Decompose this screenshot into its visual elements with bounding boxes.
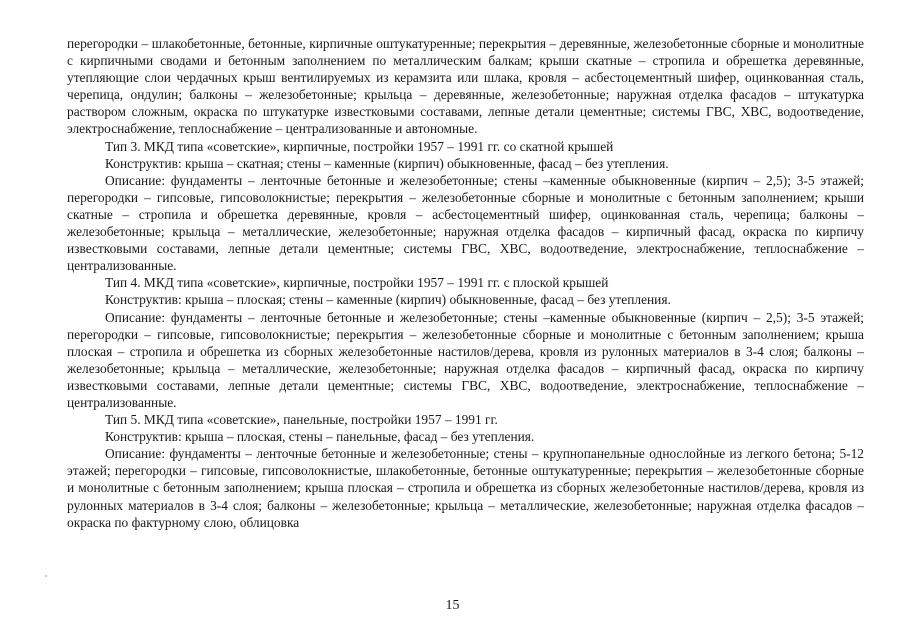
type-3-construction: Конструктив: крыша – скатная; стены – каменные (кирпич) обыкновенные, фасад – без утепления. xyxy=(105,155,669,171)
scan-speck xyxy=(45,575,47,577)
body-text xyxy=(67,35,864,531)
type-3-heading: Тип 3. МКД типа «советские», кирпичные, постройки 1957 – 1991 гг. со скатной крышей xyxy=(105,138,614,154)
type-3-description: Описание: фундаменты – ленточные бетонные и железобетонные; стены –каменные обыкновенные (кирпич – 2,5); 3-5 этажей; перегородки – гипсовые, гипсоволокнистые; перекрытия – железобетонные сборные и монолитные с бетонным заполнением; крыши скатные – стропила и обрешетка деревянные, кровля – асбестоцементный шифер, оцинкованная сталь, черепица; балконы – железобетонные; крыльца – металлические, железобетонные; наружная отделка фасадов – кирпичный фасад, окраска по кирпичу известковыми составами, лепные детали цементные; системы ГВС, ХВС, водоотведение, электроснабжение, теплоснабжение – централизованные. xyxy=(67,172,864,274)
type-5-construction: Конструктив: крыша – плоская, стены – панельные, фасад – без утепления. xyxy=(105,429,535,445)
type-4-heading: Тип 4. МКД типа «советские», кирпичные, постройки 1957 – 1991 гг. с плоской крышей xyxy=(105,275,609,291)
type-4-construction: Конструктив: крыша – плоская; стены – каменные (кирпич) обыкновенные, фасад – без утепления. xyxy=(105,292,671,308)
page-number: 15 xyxy=(445,598,460,613)
paragraph-continuation: перегородки – шлакобетонные, бетонные, кирпичные оштукатуренные; перекрытия – деревянные, железобетонные сборные и монолитные с кирпичными сводами и бетонным заполнением по металлическим балкам; крыши скатные – стропила и обрешетка деревянные, утепляющие слои чердачных крыш вентилируемых из керамзита или шлака, кровля – асбестоцементный шифер, оцинкованная сталь, черепица, ондулин; балконы – железобетонные; крыльца – деревянные, железобетонные; наружная отделка фасадов – штукатурка раствором сложным, окраска по штукатурке известковыми составами, лепные детали цементные; системы ГВС, ХВС, водоотведение, электроснабжение, теплоснабжение – централизованные и автономные. xyxy=(67,36,864,137)
type-4-description: Описание: фундаменты – ленточные бетонные и железобетонные; стены –каменные обыкновенные (кирпич – 2,5); 3-5 этажей; перегородки – гипсовые, гипсоволокнистые; перекрытия – железобетонные сборные и монолитные с бетонным заполнением; крыша плоская – стропила и обрешетка из сборных железобетонные настилов/дерева, кровля из рулонных материалов в 3-4 слоя; балконы – железобетонные; крыльца – металлические, железобетонные; наружная отделка фасадов – кирпичный фасад, окраска по кирпичу известковыми составами, лепные детали цементные; системы ГВС, ХВС, водоотведение, электроснабжение, теплоснабжение – централизованные. xyxy=(67,309,864,410)
type-5-description: Описание: фундаменты – ленточные бетонные и железобетонные; стены – крупнопанельные однослойные из легкого бетона; 5-12 этажей; перегородки – гипсовые, гипсоволокнистые, шлакобетонные, бетонные оштукатуренные; перекрытия – железобетонные сборные и монолитные с бетонным заполнением; крыша плоская – стропила и обрешетка из сборных железобетонные настилов/дерева, кровля из рулонных материалов в 3-4 слоя; балконы – железобетонные; крыльца – металлические, железобетонные; наружная отделка фасадов – окраска по фактурному слою, облицовка xyxy=(67,446,864,530)
type-5-heading: Тип 5. МКД типа «советские», панельные, постройки 1957 – 1991 гг. xyxy=(105,412,498,428)
